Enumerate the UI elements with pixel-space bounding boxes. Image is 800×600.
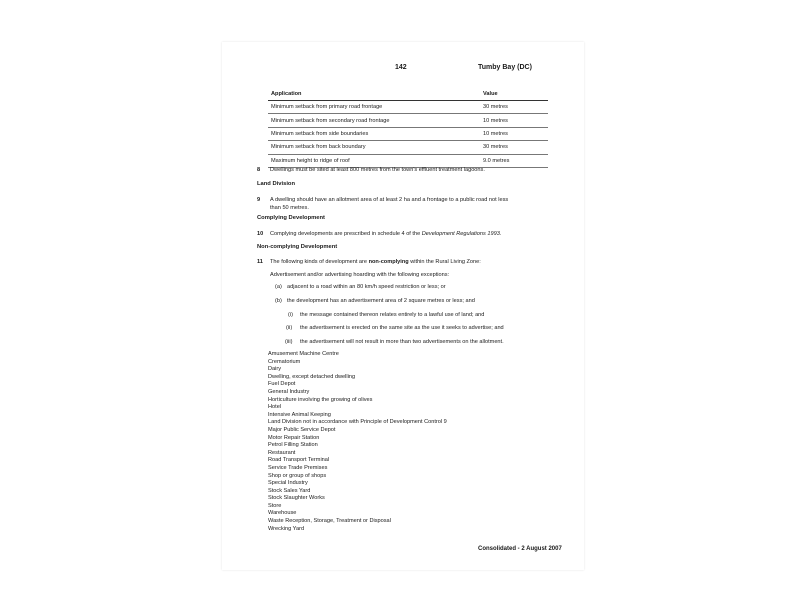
column-header-application: Application (271, 90, 302, 97)
list-item: Wrecking Yard (268, 525, 305, 532)
non-complying-term: non-complying (368, 259, 409, 265)
council-name: Tumby Bay (DC) (478, 64, 532, 71)
list-item: Stock Slaughter Works (268, 495, 325, 502)
list-item: Hotel (268, 404, 282, 411)
advertisement-exceptions: Advertisement and/or advertising hoarding with the following exceptions: (270, 272, 450, 278)
table-cell: 10 metres (483, 130, 508, 137)
consolidation-date: Consolidated - 2 August 2007 (478, 546, 562, 552)
item-b-text: the development has an advertisement area of 2 square metres or less; and (287, 298, 475, 304)
list-item: Store (268, 502, 282, 509)
clause-9-text (270, 196, 508, 212)
list-item: Crematorium (268, 358, 301, 365)
list-item: Warehouse (268, 510, 297, 517)
non-complying-uses-list (268, 351, 447, 533)
subitem-label: (iii) (285, 339, 293, 345)
table-cell: 30 metres (483, 144, 508, 151)
clause-9-line-1: A dwelling should have an allotment area of at least 2 ha and a frontage to a public road not less (270, 197, 509, 203)
table-cell: Minimum setback from back boundary (271, 144, 366, 151)
clause-11-intro (270, 258, 481, 266)
item-label: (b) (275, 298, 282, 304)
list-item: Amusement Machine Centre (268, 351, 339, 357)
subitem-ii-text: the advertisement is erected on the same site as the use it seeks to advertise; and (300, 325, 504, 331)
table-header (268, 87, 548, 101)
list-item: Major Public Service Depot (268, 426, 336, 433)
subitem-i-text: the message contained thereon relates entirely to a lawful use of land; and (300, 312, 485, 318)
list-item: Motor Repair Station (268, 434, 320, 441)
list-item: Dairy (268, 366, 282, 373)
item-a-text: adjacent to a road within an 80 km/h speed restriction or less; or (287, 284, 446, 290)
setback-table (268, 87, 548, 168)
page-number: 142 (395, 64, 407, 71)
list-item: Special Industry (268, 480, 308, 487)
list-item: Service Trade Premises (268, 464, 328, 471)
clause-number: 8 (257, 167, 261, 173)
clause-number: 9 (257, 197, 261, 203)
list-item: Waste Reception, Storage, Treatment or Disposal (268, 518, 391, 525)
subitem-label: (i) (288, 312, 293, 318)
table-cell: 30 metres (483, 104, 508, 111)
item-label: (a) (275, 284, 282, 290)
non-complying-heading: Non-complying Development (257, 244, 338, 250)
list-item: Land Division not in accordance with Principle of Development Control 9 (268, 419, 447, 426)
list-item: Petrol Filling Station (268, 442, 318, 449)
table-cell: Minimum setback from primary road frontage (271, 104, 383, 111)
complying-heading: Complying Development (257, 215, 325, 221)
list-item: Intensive Animal Keeping (268, 411, 331, 418)
table-row (268, 141, 548, 154)
table-cell: 9.0 metres (483, 157, 510, 164)
subitem-label: (ii) (286, 325, 293, 331)
clause-10-text-start: Complying developments are prescribed in schedule 4 of the (270, 231, 422, 237)
list-item: Shop or group of shops (268, 472, 327, 479)
clause-number: 11 (257, 259, 263, 265)
clause-10-text-end: . (499, 231, 502, 237)
table-cell: 10 metres (483, 117, 508, 124)
table-row (268, 114, 548, 127)
land-division-heading: Land Division (257, 181, 296, 187)
subitem-iii-text: the advertisement will not result in more than two advertisements on the allotment. (300, 339, 504, 345)
regulations-title: Development Regulations 1993 (421, 231, 500, 237)
table-cell: Minimum setback from side boundaries (271, 130, 369, 137)
list-item: Restaurant (268, 449, 296, 456)
table-cell: Minimum setback from secondary road frontage (271, 117, 390, 124)
list-item: Horticulture involving the growing of olives (268, 396, 373, 403)
clause-number: 10 (257, 231, 264, 237)
list-item: Stock Sales Yard (268, 487, 311, 494)
list-item: Road Transport Terminal (268, 457, 330, 464)
table-row (268, 101, 548, 114)
table-row (268, 128, 548, 141)
clause-8-text: Dwellings must be sited at least 800 metres from the town's effluent treatment lagoons. (270, 167, 485, 173)
list-item: Fuel Depot (268, 381, 296, 388)
clause-11-intro-start: The following kinds of development are (270, 259, 369, 265)
clause-9-line-2: than 50 metres. (270, 205, 309, 212)
table-cell: Maximum height to ridge of roof (271, 157, 350, 164)
list-item: General Industry (268, 388, 310, 395)
clause-10-text (270, 230, 501, 238)
clause-11-intro-end: within the Rural Living Zone: (408, 259, 481, 265)
column-header-value: Value (483, 90, 498, 97)
list-item: Dwelling, except detached dwelling (268, 373, 356, 380)
